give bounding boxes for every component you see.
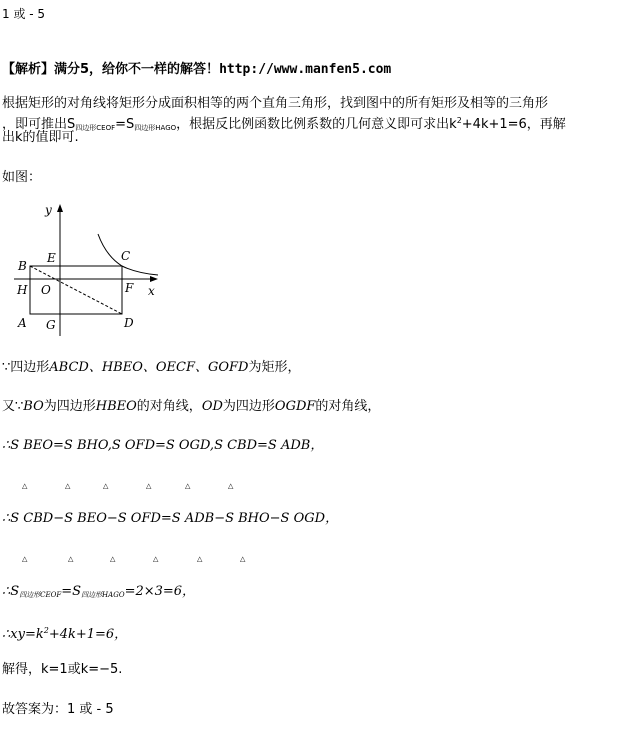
y-axis-arrow bbox=[57, 204, 63, 212]
s2-b: 为四边形 bbox=[43, 399, 96, 414]
s6-sup: 2 bbox=[43, 626, 49, 635]
analysis-label: 【解析】 bbox=[2, 62, 55, 77]
triangle-mark: △ bbox=[65, 482, 71, 490]
s2-prefix: 又∵ bbox=[2, 399, 24, 414]
s2-e: OD bbox=[201, 399, 223, 414]
s2-g: OGDF bbox=[274, 399, 316, 414]
proof-step-3: ∴S BEO=S BHO,S OFD=S OGD,S CBD=S ADB， bbox=[2, 438, 324, 453]
triangle-mark: △ bbox=[22, 555, 28, 563]
triangle-mark: △ bbox=[68, 555, 74, 563]
figure-intro: 如图： bbox=[2, 170, 42, 185]
coordinate-figure bbox=[10, 200, 180, 340]
s5-c: =2×3=6， bbox=[124, 584, 196, 599]
label-x: x bbox=[148, 284, 155, 298]
s6-a: ∴xy=k bbox=[2, 627, 44, 642]
paragraph-line-2 bbox=[2, 113, 566, 136]
p2-d: +4k+1=6，再解 bbox=[461, 117, 566, 132]
proof-step-6 bbox=[2, 623, 127, 643]
p2-sub1: 四边形CEOF bbox=[75, 124, 116, 132]
s2-d: 的对角线， bbox=[136, 399, 202, 414]
triangle-mark: △ bbox=[22, 482, 28, 490]
answer-top: 1 或 - 5 bbox=[2, 7, 46, 21]
p2-c: ，根据反比例函数比例系数的几何意义即可求出k bbox=[176, 117, 457, 132]
p2-sub2: 四边形HAGO bbox=[134, 124, 177, 132]
proof-step-5 bbox=[2, 584, 195, 603]
p2-sup: 2 bbox=[456, 116, 462, 125]
s5-b: =S bbox=[61, 584, 82, 599]
paragraph-line-1: 根据矩形的对角线将矩形分成面积相等的两个直角三角形，找到图中的所有矩形及相等的三角形 bbox=[2, 96, 549, 111]
triangle-mark: △ bbox=[153, 555, 159, 563]
proof-step-2 bbox=[2, 399, 380, 415]
label-e: E bbox=[47, 251, 56, 265]
analysis-text: 满分5，给你不一样的解答！ bbox=[54, 62, 220, 77]
triangle-mark: △ bbox=[197, 555, 203, 563]
s1-suffix: 为矩形， bbox=[248, 360, 301, 375]
label-b: B bbox=[18, 259, 27, 273]
label-g: G bbox=[46, 318, 56, 332]
label-a: A bbox=[18, 316, 27, 330]
s2-f: 为四边形 bbox=[222, 399, 275, 414]
s5-a: ∴S bbox=[2, 584, 20, 599]
s2-c: HBEO bbox=[95, 399, 137, 414]
s5-sub2: 四边形HAGO bbox=[81, 591, 125, 599]
s5-sub1: 四边形CEOF bbox=[19, 591, 62, 599]
p2-b: =S bbox=[115, 117, 135, 132]
label-o: O bbox=[41, 283, 51, 297]
proof-step-7: 解得，k=1或k=−5. bbox=[2, 662, 123, 677]
analysis-header bbox=[2, 62, 391, 78]
p2-a: ，即可推出S bbox=[2, 117, 76, 132]
s6-b: +4k+1=6， bbox=[48, 627, 128, 642]
label-h: H bbox=[17, 283, 28, 297]
s1-prefix: ∵四边形 bbox=[2, 360, 50, 375]
s1-body: ABCD、HBEO、OECF、GOFD bbox=[49, 360, 249, 375]
triangle-mark: △ bbox=[103, 482, 109, 490]
paragraph-line-3: 出k的值即可. bbox=[2, 130, 79, 145]
triangle-mark: △ bbox=[240, 555, 246, 563]
triangle-mark: △ bbox=[146, 482, 152, 490]
s2-a: BO bbox=[23, 399, 44, 414]
label-c: C bbox=[121, 249, 131, 263]
analysis-url: http://www.manfen5.com bbox=[219, 62, 392, 77]
final-answer: 故答案为：1 或 - 5 bbox=[2, 702, 114, 717]
x-axis-arrow bbox=[150, 276, 158, 282]
triangle-mark: △ bbox=[228, 482, 234, 490]
proof-step-4: ∴S CBD−S BEO−S OFD=S ADB−S BHO−S OGD， bbox=[2, 511, 339, 526]
label-d: D bbox=[124, 316, 134, 330]
triangle-mark: △ bbox=[110, 555, 116, 563]
triangle-mark: △ bbox=[185, 482, 191, 490]
s2-h: 的对角线， bbox=[315, 399, 381, 414]
proof-step-1 bbox=[2, 360, 301, 376]
label-y: y bbox=[45, 203, 52, 217]
label-f: F bbox=[125, 281, 134, 295]
